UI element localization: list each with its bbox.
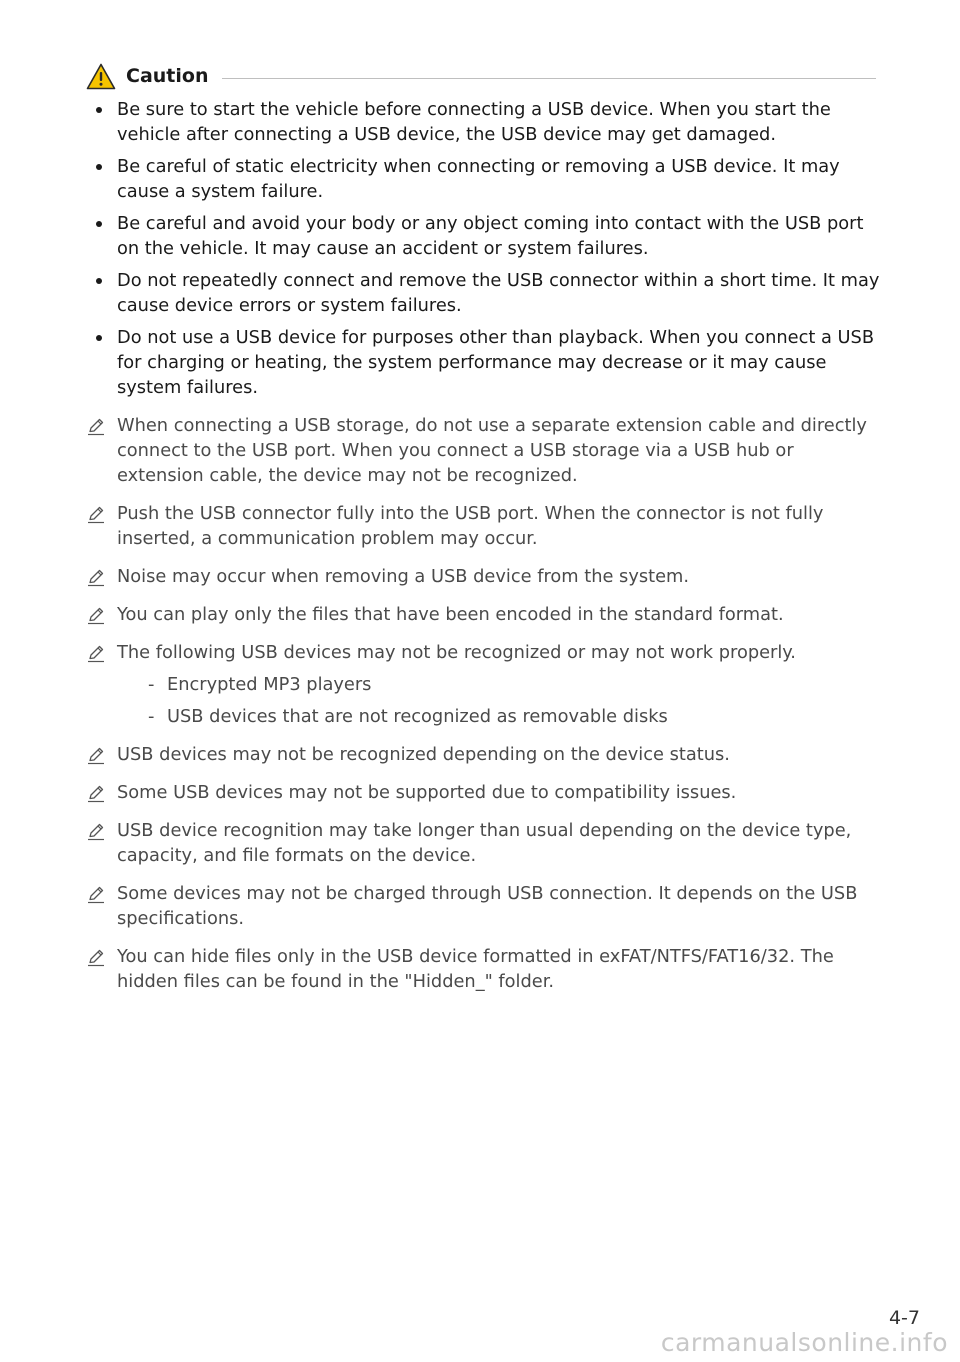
note-item: Push the USB connector fully into the USB port. When the connector is not fully inserted, a communication problem may occur. [86,501,882,551]
pencil-note-icon [86,605,106,625]
caution-list [92,97,882,407]
note-item: Some USB devices may not be supported due to compatibility issues. [86,780,882,805]
notes-list [86,413,882,1007]
pencil-note-icon [86,643,106,663]
pencil-note-icon [86,783,106,803]
dash-icon: - [148,674,155,695]
pencil-note-icon [86,567,106,587]
warning-icon [86,63,116,90]
page-number: 4-7 [888,1307,920,1329]
caution-title: Caution [126,65,209,87]
note-item: When connecting a USB storage, do not use a separate extension cable and directly connect to the USB port. When you connect a USB storage via a USB hub or extension cable, the device may not be recognized. [86,413,882,488]
sub-list-item: - Encrypted MP3 players [148,674,372,695]
dash-icon: - [148,706,155,727]
watermark: carmanualsonline.info [660,1328,948,1357]
pencil-note-icon [86,416,106,436]
bullet-icon [96,164,102,170]
caution-item: Be sure to start the vehicle before connecting a USB device. When you start the vehicle after connecting a USB device, the USB device may get damaged. [92,97,882,147]
note-item: USB devices may not be recognized depending on the device status. [86,742,882,767]
caution-item: Do not repeatedly connect and remove the USB connector within a short time. It may cause device errors or system failures. [92,268,882,318]
bullet-icon [96,107,102,113]
bullet-icon [96,221,102,227]
note-item: You can hide files only in the USB device formatted in exFAT/NTFS/FAT16/32. The hidden files can be found in the "Hidden_" folder. [86,944,882,994]
note-item: Noise may occur when removing a USB device from the system. [86,564,882,589]
caution-item: Be careful and avoid your body or any object coming into contact with the USB port on the vehicle. It may cause an accident or system failures. [92,211,882,261]
caution-header [86,60,876,92]
pencil-note-icon [86,745,106,765]
note-item: USB device recognition may take longer than usual depending on the device type, capacity, and file formats on the device. [86,818,882,868]
bullet-icon [96,278,102,284]
caution-divider [222,78,876,79]
pencil-note-icon [86,504,106,524]
pencil-note-icon [86,884,106,904]
pencil-note-icon [86,947,106,967]
bullet-icon [96,335,102,341]
note-item: You can play only the files that have been encoded in the standard format. [86,602,882,627]
sub-list-item: - USB devices that are not recognized as removable disks [148,706,668,727]
note-item: The following USB devices may not be recognized or may not work properly. - Encrypted MP3 players - USB devices that are not recognized as removable disks [86,640,882,729]
pencil-note-icon [86,821,106,841]
caution-item: Be careful of static electricity when connecting or removing a USB device. It may cause a system failure. [92,154,882,204]
note-item: Some devices may not be charged through USB connection. It depends on the USB specifications. [86,881,882,931]
caution-item: Do not use a USB device for purposes other than playback. When you connect a USB for charging or heating, the system performance may decrease or it may cause system failures. [92,325,882,400]
